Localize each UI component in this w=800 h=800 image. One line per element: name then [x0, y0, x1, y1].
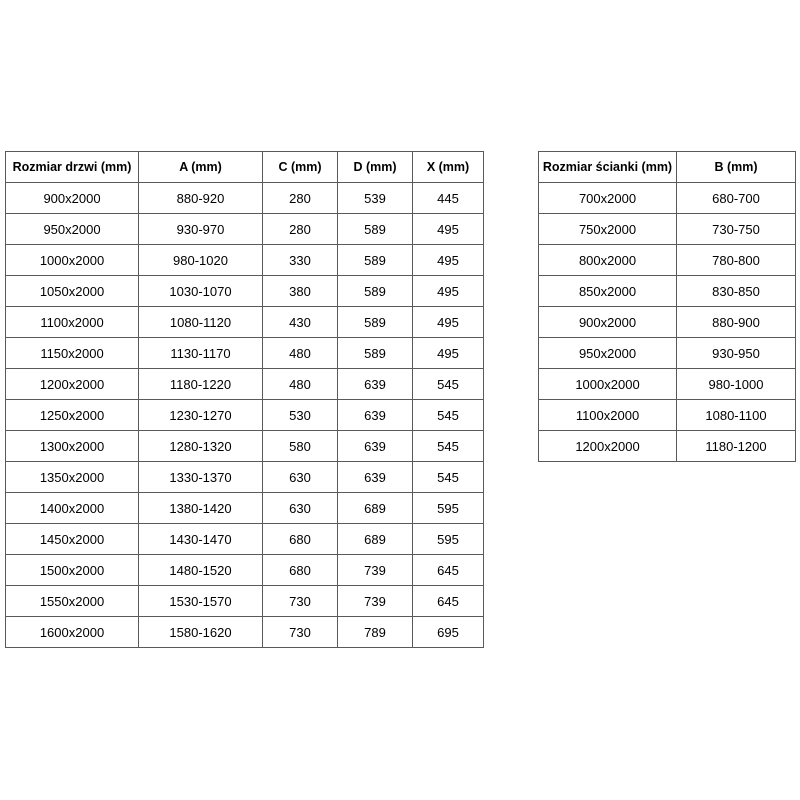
- table-cell: 580: [263, 431, 338, 462]
- table-row: [6, 400, 484, 431]
- table-cell: 589: [338, 214, 413, 245]
- table-cell: 330: [263, 245, 338, 276]
- table-row: [539, 214, 796, 245]
- table-row: [6, 338, 484, 369]
- table-row: [6, 183, 484, 214]
- column-header: B (mm): [677, 152, 796, 183]
- table-cell: 950x2000: [539, 338, 677, 369]
- table-cell: 645: [413, 555, 484, 586]
- table-cell: 639: [338, 369, 413, 400]
- table-cell: 680: [263, 524, 338, 555]
- table-cell: 730: [263, 617, 338, 648]
- table-row: [6, 462, 484, 493]
- table-cell: 1180-1200: [677, 431, 796, 462]
- door-dimensions-table: [5, 151, 484, 648]
- table-cell: 280: [263, 183, 338, 214]
- table-cell: 880-900: [677, 307, 796, 338]
- table-cell: 495: [413, 245, 484, 276]
- table-cell: 1100x2000: [6, 307, 139, 338]
- table-cell: 1150x2000: [6, 338, 139, 369]
- table-cell: 589: [338, 276, 413, 307]
- table-row: [6, 617, 484, 648]
- table-cell: 530: [263, 400, 338, 431]
- column-header: Rozmiar ścianki (mm): [539, 152, 677, 183]
- table-cell: 545: [413, 431, 484, 462]
- table-cell: 730-750: [677, 214, 796, 245]
- table-cell: 1500x2000: [6, 555, 139, 586]
- table-cell: 539: [338, 183, 413, 214]
- table-cell: 1600x2000: [6, 617, 139, 648]
- table-row: [6, 493, 484, 524]
- table-cell: 495: [413, 276, 484, 307]
- table-cell: 595: [413, 524, 484, 555]
- table-cell: 1130-1170: [139, 338, 263, 369]
- table-cell: 380: [263, 276, 338, 307]
- table-cell: 545: [413, 369, 484, 400]
- table-cell: 1480-1520: [139, 555, 263, 586]
- table-cell: 1050x2000: [6, 276, 139, 307]
- table-cell: 589: [338, 307, 413, 338]
- table-cell: 1450x2000: [6, 524, 139, 555]
- table-cell: 639: [338, 400, 413, 431]
- table-row: [6, 307, 484, 338]
- table-cell: 800x2000: [539, 245, 677, 276]
- table-row: [6, 586, 484, 617]
- table-cell: 595: [413, 493, 484, 524]
- table-cell: 1230-1270: [139, 400, 263, 431]
- table-cell: 1550x2000: [6, 586, 139, 617]
- table-cell: 445: [413, 183, 484, 214]
- table-cell: 1430-1470: [139, 524, 263, 555]
- table-cell: 789: [338, 617, 413, 648]
- table-row: [539, 276, 796, 307]
- wall-dimensions-table: [538, 151, 796, 462]
- table-cell: 1350x2000: [6, 462, 139, 493]
- table-cell: 739: [338, 586, 413, 617]
- column-header: D (mm): [338, 152, 413, 183]
- table-cell: 630: [263, 462, 338, 493]
- table-cell: 280: [263, 214, 338, 245]
- table-row: [539, 431, 796, 462]
- table-row: [6, 214, 484, 245]
- table-cell: 680-700: [677, 183, 796, 214]
- table-cell: 495: [413, 214, 484, 245]
- table-cell: 630: [263, 493, 338, 524]
- table-cell: 930-970: [139, 214, 263, 245]
- table-cell: 1080-1120: [139, 307, 263, 338]
- table-cell: 980-1000: [677, 369, 796, 400]
- table-row: [6, 369, 484, 400]
- table-row: [6, 524, 484, 555]
- column-header: Rozmiar drzwi (mm): [6, 152, 139, 183]
- table-cell: 480: [263, 369, 338, 400]
- table-cell: 850x2000: [539, 276, 677, 307]
- table-cell: 545: [413, 400, 484, 431]
- table-cell: 1330-1370: [139, 462, 263, 493]
- table-cell: 1000x2000: [6, 245, 139, 276]
- table-cell: 430: [263, 307, 338, 338]
- column-header: X (mm): [413, 152, 484, 183]
- table-row: [539, 183, 796, 214]
- table-cell: 545: [413, 462, 484, 493]
- table-cell: 1280-1320: [139, 431, 263, 462]
- table-cell: 1200x2000: [539, 431, 677, 462]
- table-row: [6, 276, 484, 307]
- table-cell: 1580-1620: [139, 617, 263, 648]
- table-cell: 1180-1220: [139, 369, 263, 400]
- table-row: [6, 555, 484, 586]
- table-cell: 980-1020: [139, 245, 263, 276]
- table-cell: 900x2000: [539, 307, 677, 338]
- table-row: [539, 400, 796, 431]
- table-cell: 689: [338, 493, 413, 524]
- table-cell: 730: [263, 586, 338, 617]
- table-cell: 1200x2000: [6, 369, 139, 400]
- table-cell: 780-800: [677, 245, 796, 276]
- table-cell: 645: [413, 586, 484, 617]
- table-cell: 950x2000: [6, 214, 139, 245]
- column-header: C (mm): [263, 152, 338, 183]
- table-row: [539, 245, 796, 276]
- table-cell: 589: [338, 338, 413, 369]
- header-row: [6, 152, 484, 183]
- header-row: [539, 152, 796, 183]
- table-cell: 930-950: [677, 338, 796, 369]
- table-cell: 750x2000: [539, 214, 677, 245]
- table-row: [539, 307, 796, 338]
- table-cell: 1530-1570: [139, 586, 263, 617]
- table-row: [6, 245, 484, 276]
- table-cell: 695: [413, 617, 484, 648]
- table-cell: 689: [338, 524, 413, 555]
- table-cell: 830-850: [677, 276, 796, 307]
- table-cell: 639: [338, 462, 413, 493]
- table-cell: 495: [413, 307, 484, 338]
- table-cell: 700x2000: [539, 183, 677, 214]
- table-cell: 680: [263, 555, 338, 586]
- table-cell: 1300x2000: [6, 431, 139, 462]
- column-header: A (mm): [139, 152, 263, 183]
- table-cell: 1030-1070: [139, 276, 263, 307]
- table-row: [6, 431, 484, 462]
- table-cell: 639: [338, 431, 413, 462]
- table-cell: 900x2000: [6, 183, 139, 214]
- table-cell: 880-920: [139, 183, 263, 214]
- table-cell: 480: [263, 338, 338, 369]
- table-row: [539, 338, 796, 369]
- table-cell: 1250x2000: [6, 400, 139, 431]
- table-cell: 589: [338, 245, 413, 276]
- table-cell: 1400x2000: [6, 493, 139, 524]
- table-cell: 1080-1100: [677, 400, 796, 431]
- table-cell: 1000x2000: [539, 369, 677, 400]
- table-row: [539, 369, 796, 400]
- table-cell: 1380-1420: [139, 493, 263, 524]
- table-cell: 1100x2000: [539, 400, 677, 431]
- table-cell: 495: [413, 338, 484, 369]
- table-cell: 739: [338, 555, 413, 586]
